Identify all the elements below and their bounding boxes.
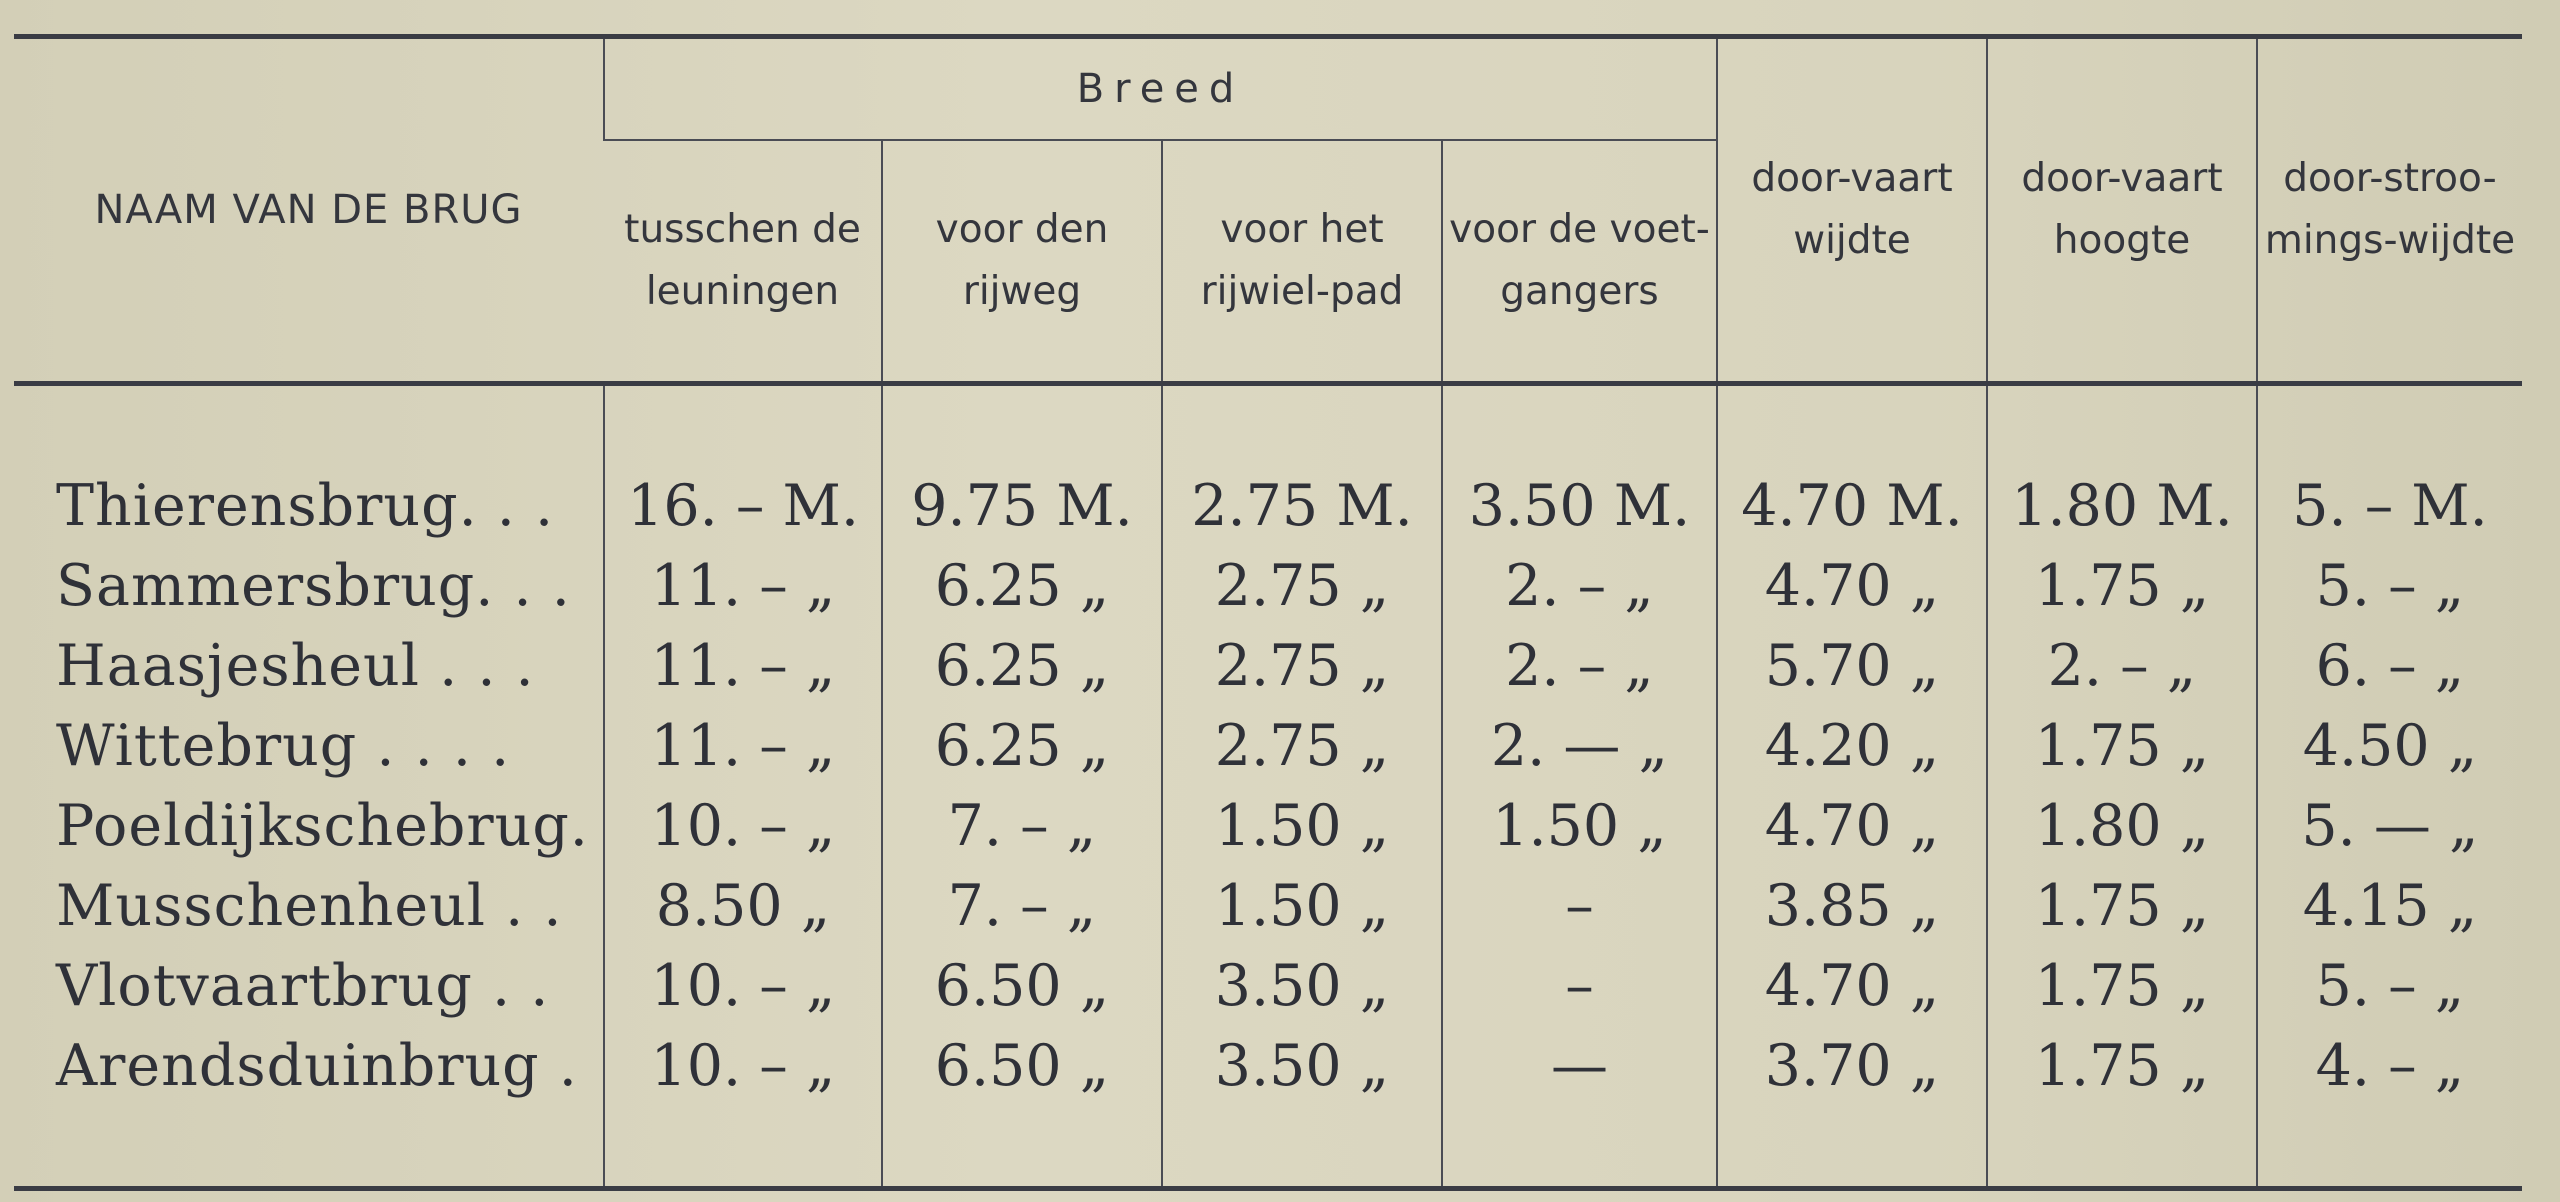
cell-passage-width: 4.70 M.: [1717, 466, 1987, 546]
cell-roadway: 6.50 „: [882, 1026, 1162, 1106]
cell-passage-height: 1.75 „: [1987, 706, 2257, 786]
cell-roadway: 6.25 „: [882, 706, 1162, 786]
cell-roadway: 6.25 „: [882, 546, 1162, 626]
cell-between-railings: 8.50 „: [604, 866, 882, 946]
bridge-name: Sammersbrug. . .: [56, 553, 571, 619]
cell-flow-width: 5. – „: [2257, 546, 2522, 626]
cell-passage-width: 4.20 „: [1717, 706, 1987, 786]
cell-pedestrians: 1.50 „: [1442, 786, 1717, 866]
table-row: [14, 1026, 2522, 1106]
cell-flow-width: 5. – „: [2257, 946, 2522, 1026]
cell-roadway: 6.50 „: [882, 946, 1162, 1026]
cell-pedestrians: 2. — „: [1442, 706, 1717, 786]
cell-roadway: 6.25 „: [882, 626, 1162, 706]
cell-between-railings: 11. – „: [604, 706, 882, 786]
table-row: [14, 866, 2522, 946]
cell-pedestrians: 2. – „: [1442, 626, 1717, 706]
bridge-name: Musschenheul . .: [56, 873, 563, 939]
cell-passage-width: 3.85 „: [1717, 866, 1987, 946]
table-row: [14, 546, 2522, 626]
cell-passage-height: 1.75 „: [1987, 1026, 2257, 1106]
cell-between-railings: 16. – M.: [604, 466, 882, 546]
cell-between-railings: 10. – „: [604, 946, 882, 1026]
table-body: [14, 384, 2522, 1189]
cell-bike-path: 1.50 „: [1162, 786, 1442, 866]
bridge-name: Vlotvaartbrug . .: [56, 953, 550, 1019]
cell-pedestrians: –: [1442, 866, 1717, 946]
table-row: [14, 786, 2522, 866]
cell-pedestrians: –: [1442, 946, 1717, 1026]
cell-passage-height: 1.80 „: [1987, 786, 2257, 866]
cell-bike-path: 2.75 „: [1162, 706, 1442, 786]
column-header-pedestrians: voor de voet-gangers: [1442, 140, 1717, 384]
cell-bike-path: 2.75 M.: [1162, 466, 1442, 546]
column-header-passage-width: door-vaart wijdte: [1717, 37, 1987, 384]
cell-bike-path: 1.50 „: [1162, 866, 1442, 946]
cell-flow-width: 4.15 „: [2257, 866, 2522, 946]
cell-bike-path: 2.75 „: [1162, 626, 1442, 706]
spacer-row: [14, 1106, 2522, 1189]
cell-pedestrians: 3.50 M.: [1442, 466, 1717, 546]
cell-passage-width: 3.70 „: [1717, 1026, 1987, 1106]
column-header-name: NAAM VAN DE BRUG: [14, 37, 604, 384]
column-header-bike-path: voor het rijwiel-pad: [1162, 140, 1442, 384]
bridge-dimensions-table: [14, 34, 2522, 1191]
spacer-row: [14, 384, 2522, 467]
bridge-name: Wittebrug . . . .: [56, 713, 511, 779]
bridge-name: Arendsduinbrug .: [56, 1033, 578, 1099]
table-header: [14, 37, 2522, 384]
cell-flow-width: 4.50 „: [2257, 706, 2522, 786]
cell-flow-width: 5. — „: [2257, 786, 2522, 866]
cell-passage-height: 1.80 M.: [1987, 466, 2257, 546]
table-row: [14, 706, 2522, 786]
cell-passage-height: 1.75 „: [1987, 546, 2257, 626]
cell-passage-height: 1.75 „: [1987, 866, 2257, 946]
column-group-breed: Breed: [604, 37, 1717, 141]
cell-passage-width: 4.70 „: [1717, 946, 1987, 1026]
column-header-flow-width: door-stroo-mings-wijdte: [2257, 37, 2522, 384]
cell-between-railings: 11. – „: [604, 626, 882, 706]
cell-flow-width: 6. – „: [2257, 626, 2522, 706]
cell-passage-height: 1.75 „: [1987, 946, 2257, 1026]
cell-flow-width: 4. – „: [2257, 1026, 2522, 1106]
cell-between-railings: 10. – „: [604, 786, 882, 866]
bridge-name: Haasjesheul . . .: [56, 633, 535, 699]
cell-passage-height: 2. – „: [1987, 626, 2257, 706]
cell-passage-width: 5.70 „: [1717, 626, 1987, 706]
cell-passage-width: 4.70 „: [1717, 786, 1987, 866]
cell-pedestrians: —: [1442, 1026, 1717, 1106]
cell-between-railings: 10. – „: [604, 1026, 882, 1106]
cell-roadway: 7. – „: [882, 866, 1162, 946]
table-row: [14, 626, 2522, 706]
cell-bike-path: 2.75 „: [1162, 546, 1442, 626]
cell-between-railings: 11. – „: [604, 546, 882, 626]
column-header-passage-height: door-vaart hoogte: [1987, 37, 2257, 384]
cell-bike-path: 3.50 „: [1162, 1026, 1442, 1106]
column-header-between-railings: tusschen de leuningen: [604, 140, 882, 384]
table-row: [14, 466, 2522, 546]
cell-passage-width: 4.70 „: [1717, 546, 1987, 626]
cell-roadway: 9.75 M.: [882, 466, 1162, 546]
bridge-name: Thierensbrug. . .: [56, 473, 555, 539]
cell-roadway: 7. – „: [882, 786, 1162, 866]
column-header-roadway: voor den rijweg: [882, 140, 1162, 384]
cell-flow-width: 5. – M.: [2257, 466, 2522, 546]
table-row: [14, 946, 2522, 1026]
bridge-name: Poeldijkschebrug.: [56, 793, 589, 859]
cell-bike-path: 3.50 „: [1162, 946, 1442, 1026]
cell-pedestrians: 2. – „: [1442, 546, 1717, 626]
